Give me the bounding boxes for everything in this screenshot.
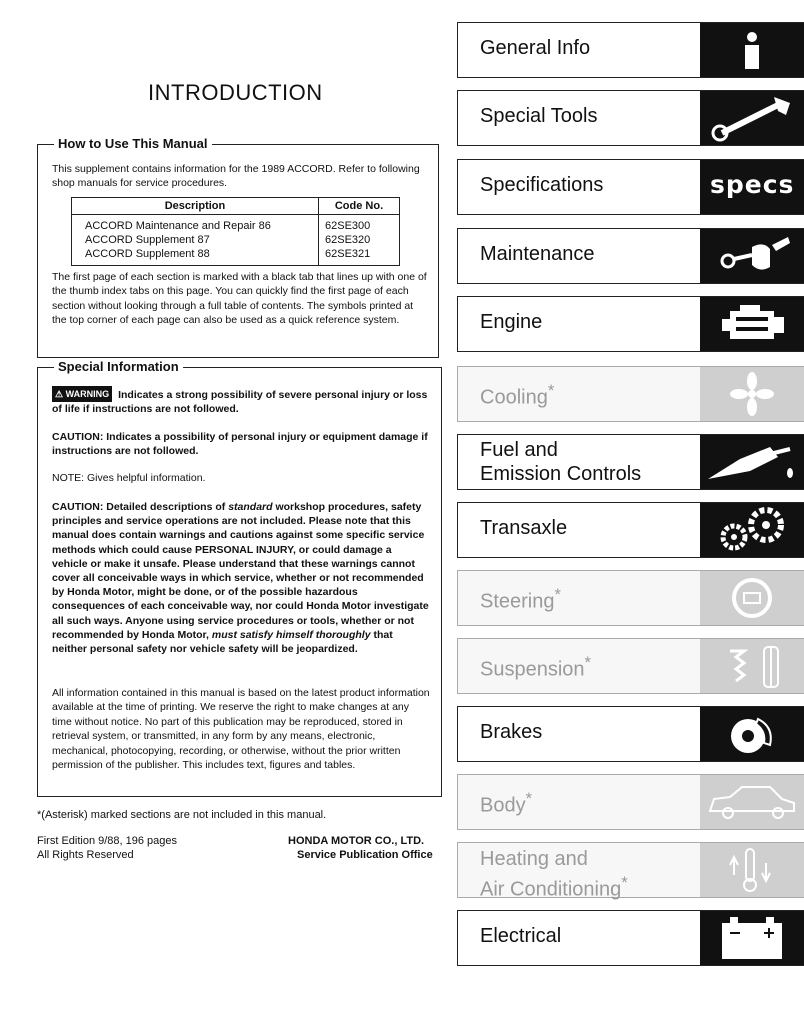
table-row-desc: ACCORD Supplement 87 bbox=[85, 234, 210, 246]
tab-transaxle[interactable] bbox=[457, 502, 804, 558]
warning-paragraph bbox=[52, 386, 432, 417]
publisher-office: Service Publication Office bbox=[297, 849, 433, 861]
tab-engine[interactable] bbox=[457, 296, 804, 352]
caution-detail-emphasis: must satisfy himself thoroughly bbox=[211, 628, 371, 641]
tab-label: Electrical bbox=[480, 925, 562, 947]
table-header-code: Code No. bbox=[319, 198, 399, 215]
table-row-code: 62SE300 bbox=[325, 220, 371, 232]
battery-icon bbox=[700, 911, 804, 965]
manual-code-table bbox=[71, 197, 400, 266]
tab-label: Specifications bbox=[480, 174, 604, 196]
tab-label bbox=[480, 381, 554, 410]
tab-label: General Info bbox=[480, 37, 591, 59]
tab-specifications[interactable] bbox=[457, 159, 804, 215]
tab-cooling[interactable] bbox=[457, 366, 804, 422]
tab-label: Transaxle bbox=[480, 517, 568, 539]
asterisk-mark: * bbox=[547, 381, 555, 400]
tab-special-tools[interactable] bbox=[457, 90, 804, 146]
fan-icon bbox=[700, 367, 804, 421]
car-body-icon bbox=[700, 775, 804, 829]
gears-icon bbox=[700, 503, 804, 557]
caution-detail-text: CAUTION: Detailed descriptions of bbox=[52, 501, 229, 513]
tab-general-info[interactable] bbox=[457, 22, 804, 78]
caution-paragraph: CAUTION: Indicates a possibility of personal injury or equipment damage if instructions are not followed. bbox=[52, 431, 428, 458]
caution-detail-paragraph bbox=[52, 500, 430, 656]
note-paragraph: NOTE: Gives helpful information. bbox=[52, 472, 206, 484]
tab-fuel-emission[interactable] bbox=[457, 434, 804, 490]
table-header-description: Description bbox=[72, 198, 318, 215]
thermometer-icon bbox=[700, 843, 804, 897]
tab-maintenance[interactable] bbox=[457, 228, 804, 284]
how-to-intro: This supplement contains information for the 1989 ACCORD. Refer to following shop manuals for service procedures. bbox=[52, 163, 420, 190]
shock-absorber-icon bbox=[700, 639, 804, 693]
maintenance-icon bbox=[700, 229, 804, 283]
wrench-icon bbox=[700, 91, 804, 145]
tab-label-text: Cooling bbox=[480, 386, 548, 409]
tab-label: Special Tools bbox=[480, 105, 598, 127]
tab-label bbox=[480, 438, 641, 486]
tab-steering[interactable] bbox=[457, 570, 804, 626]
tab-label: Brakes bbox=[480, 721, 543, 743]
asterisk-mark: * bbox=[554, 585, 561, 604]
tab-label-text: Suspension bbox=[480, 658, 585, 681]
specs-icon bbox=[700, 160, 804, 214]
tab-label bbox=[480, 789, 532, 818]
table-row-desc: ACCORD Supplement 88 bbox=[85, 248, 210, 260]
edition-info: First Edition 9/88, 196 pages bbox=[37, 835, 178, 847]
tab-label-line: Emission Controls bbox=[480, 463, 642, 485]
tab-label-line bbox=[480, 871, 628, 902]
caution-detail-text: that neither personal safety nor vehicle safety will be jeopardized. bbox=[52, 628, 393, 656]
steering-wheel-icon bbox=[700, 571, 804, 625]
tab-label-line: Heating and bbox=[480, 848, 588, 870]
warning-badge: ⚠ WARNING bbox=[52, 386, 112, 402]
tab-label-line: Fuel and bbox=[480, 439, 558, 461]
tab-heating-ac[interactable] bbox=[457, 842, 804, 901]
table-row-code: 62SE321 bbox=[325, 248, 371, 260]
tab-label-text: Air Conditioning bbox=[480, 878, 622, 901]
tab-brakes[interactable] bbox=[457, 706, 804, 762]
tab-label bbox=[480, 585, 561, 614]
tab-label-text: Steering bbox=[480, 590, 555, 613]
warning-badge-label: WARNING bbox=[65, 389, 110, 399]
how-to-use-heading: How to Use This Manual bbox=[54, 136, 212, 151]
tab-label: Maintenance bbox=[480, 243, 595, 265]
special-info-heading: Special Information bbox=[54, 359, 183, 374]
tab-label bbox=[480, 847, 628, 902]
caution-detail-emphasis: standard bbox=[228, 501, 273, 513]
asterisk-mark: * bbox=[525, 789, 533, 808]
table-row-desc: ACCORD Maintenance and Repair 86 bbox=[85, 220, 271, 232]
tab-label bbox=[480, 653, 591, 682]
page-title: INTRODUCTION bbox=[148, 80, 323, 105]
asterisk-note: *(Asterisk) marked sections are not included in this manual. bbox=[37, 809, 327, 821]
caution-detail-text: workshop procedures, safety principles and service operations are not included. Please note that this manual does contain warnings and cautions against some specific service methods which could cause PERSONAL INJURY, or could damage a vehicle or make it unsafe. Please understand that these warnings cannot cover all conceivable ways in which service, whether or not recommended by Honda Motor, might be done, or of the possible hazardous consequences of each conceivable way, nor could Honda Motor investigate all such ways. Anyone using service procedures or tools, whether or not recommended by Honda Motor, bbox=[52, 501, 429, 641]
rights-info: All Rights Reserved bbox=[37, 849, 134, 861]
publisher-name: HONDA MOTOR CO., LTD. bbox=[288, 835, 425, 847]
table-row-code: 62SE320 bbox=[325, 234, 371, 246]
engine-icon bbox=[700, 297, 804, 351]
info-icon bbox=[700, 23, 804, 77]
asterisk-mark: * bbox=[584, 653, 592, 672]
info-paragraph: All information contained in this manual is based on the latest product information available at the time of printing. We reserve the right to make changes at any time without notice. No part of this publication may be reproduced, stored in retrieval system, or transmitted, in any form by any means, electronic, mechanical, photocopying, recording, or otherwise, without the prior written permission of the publisher. This includes text, figures and tables. bbox=[52, 687, 430, 772]
tab-body[interactable] bbox=[457, 774, 804, 830]
tab-suspension[interactable] bbox=[457, 638, 804, 694]
warning-text: Indicates a strong possibility of severe personal injury or loss of life if instructions are not followed. bbox=[52, 389, 428, 416]
specs-icon-text: specs bbox=[710, 170, 795, 199]
tab-label-text: Body bbox=[480, 794, 526, 817]
brake-disc-icon bbox=[700, 707, 804, 761]
how-to-body: The first page of each section is marked with a black tab that lines up with one of the thumb index tabs on this page. You can quickly find the first page of each section without looking through a full table of contents. The symbols printed at the top corner of each page can also be used as a quick reference system. bbox=[52, 271, 427, 327]
tab-electrical[interactable] bbox=[457, 910, 804, 966]
tab-label: Engine bbox=[480, 311, 543, 333]
fuel-nozzle-icon bbox=[700, 435, 804, 489]
asterisk-mark: * bbox=[621, 873, 628, 892]
